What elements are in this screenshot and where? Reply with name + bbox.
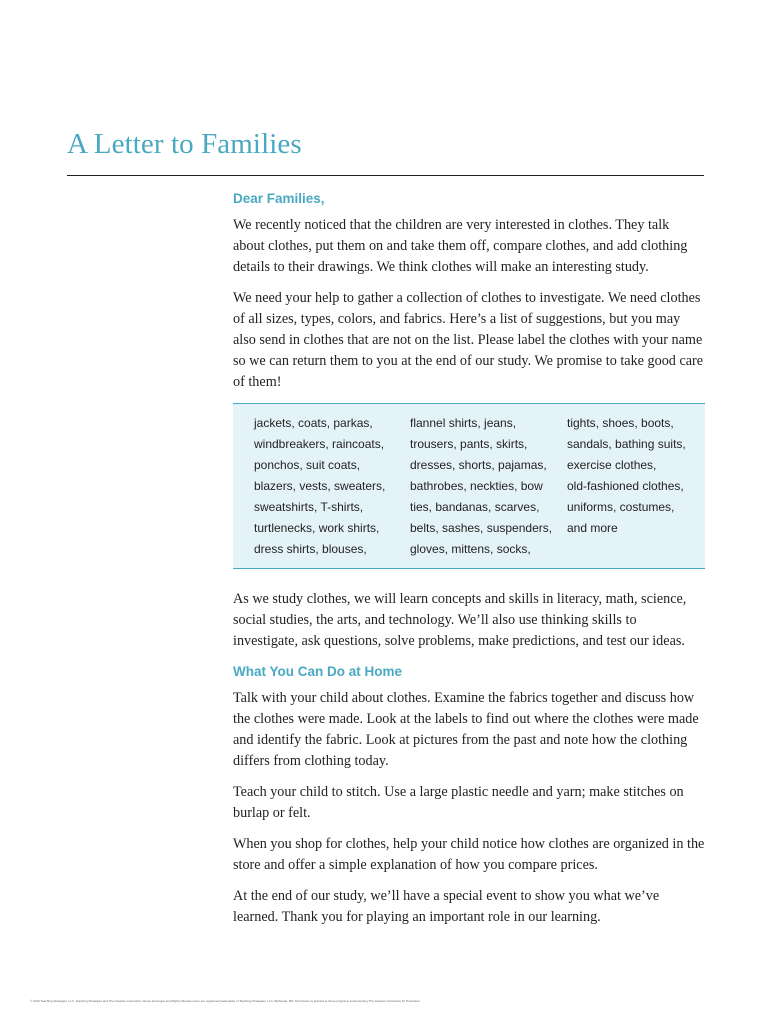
list-item: flannel shirts, jeans, xyxy=(410,416,517,430)
title-divider xyxy=(67,175,704,176)
list-item: sweatshirts, T-shirts, xyxy=(254,500,364,514)
list-item: ponchos, suit coats, xyxy=(254,458,361,472)
clothes-list-column-1 xyxy=(233,413,410,560)
list-item: dresses, shorts, pajamas, xyxy=(410,458,547,472)
list-item: tights, shoes, boots, xyxy=(567,416,674,430)
list-item: turtlenecks, work shirts, xyxy=(254,521,380,535)
list-item: gloves, mittens, socks, xyxy=(410,542,531,556)
list-item: blazers, vests, sweaters, xyxy=(254,479,386,493)
list-item: trousers, pants, skirts, xyxy=(410,437,528,451)
home-paragraph-3: When you shop for clothes, help your child notice how clothes are organized in the store and offer a simple explanation of how you compare prices. xyxy=(233,836,705,873)
list-item: sandals, bathing suits, xyxy=(567,437,686,451)
home-paragraph-1: Talk with your child about clothes. Examine the fabrics together and discuss how the clothes were made. Look at the labels to find out where the clothes were made and identify the fabric. Look at pictures from the past and note how the clothing differs from clothing today. xyxy=(233,690,699,769)
copyright-footer: © 2010 Teaching Strategies, LLC. Teaching Strategies and The Creative Curriculum names and logos and Mighty Minutes name are registered trademarks of Teaching Strategies, LLC, Bethesda, MD. Permission is granted to those programs implementing The Creative Curriculum for Preschool. xyxy=(30,999,421,1003)
intro-paragraph-1: We recently noticed that the children are very interested in clothes. They talk about clothes, put them on and take them off, compare clothes, and add clothing details to their drawings. We think clothes will make an interesting study. xyxy=(233,217,688,275)
list-item: jackets, coats, parkas, xyxy=(254,416,373,430)
list-item: bathrobes, neckties, bow xyxy=(410,479,543,493)
clothes-list-box xyxy=(233,403,705,569)
list-item: and more xyxy=(567,521,618,535)
list-item: dress shirts, blouses, xyxy=(254,542,367,556)
clothes-list-column-3 xyxy=(567,413,702,560)
study-paragraph: As we study clothes, we will learn concepts and skills in literacy, math, science, social studies, the arts, and technology. We’ll also use thinking skills to investigate, ask questions, solve problems, make predictions, and test our ideas. xyxy=(233,591,687,649)
clothes-list-column-2 xyxy=(410,413,567,560)
list-item: ties, bandanas, scarves, xyxy=(410,500,540,514)
home-section-heading: What You Can Do at Home xyxy=(233,664,403,679)
intro-paragraph-2: We need your help to gather a collection of clothes to investigate. We need clothes of all sizes, types, colors, and fabrics. Here’s a list of suggestions, but you may also send in clothes that are not on the list. Please label the clothes with your name so we can return them to you at the end of our study. We promise to take good care of them! xyxy=(233,290,704,390)
list-item: exercise clothes, xyxy=(567,458,657,472)
letter-body xyxy=(233,189,705,938)
list-item: old-fashioned clothes, xyxy=(567,479,684,493)
home-paragraph-4: At the end of our study, we’ll have a special event to show you what we’ve learned. Thank you for playing an important role in our learning. xyxy=(233,888,660,925)
list-item: uniforms, costumes, xyxy=(567,500,675,514)
list-item: windbreakers, raincoats, xyxy=(254,437,385,451)
list-item: belts, sashes, suspenders, xyxy=(410,521,553,535)
page-title: A Letter to Families xyxy=(67,128,302,160)
home-paragraph-2: Teach your child to stitch. Use a large plastic needle and yarn; make stitches on burlap or felt. xyxy=(233,784,684,821)
greeting: Dear Families, xyxy=(233,191,325,206)
